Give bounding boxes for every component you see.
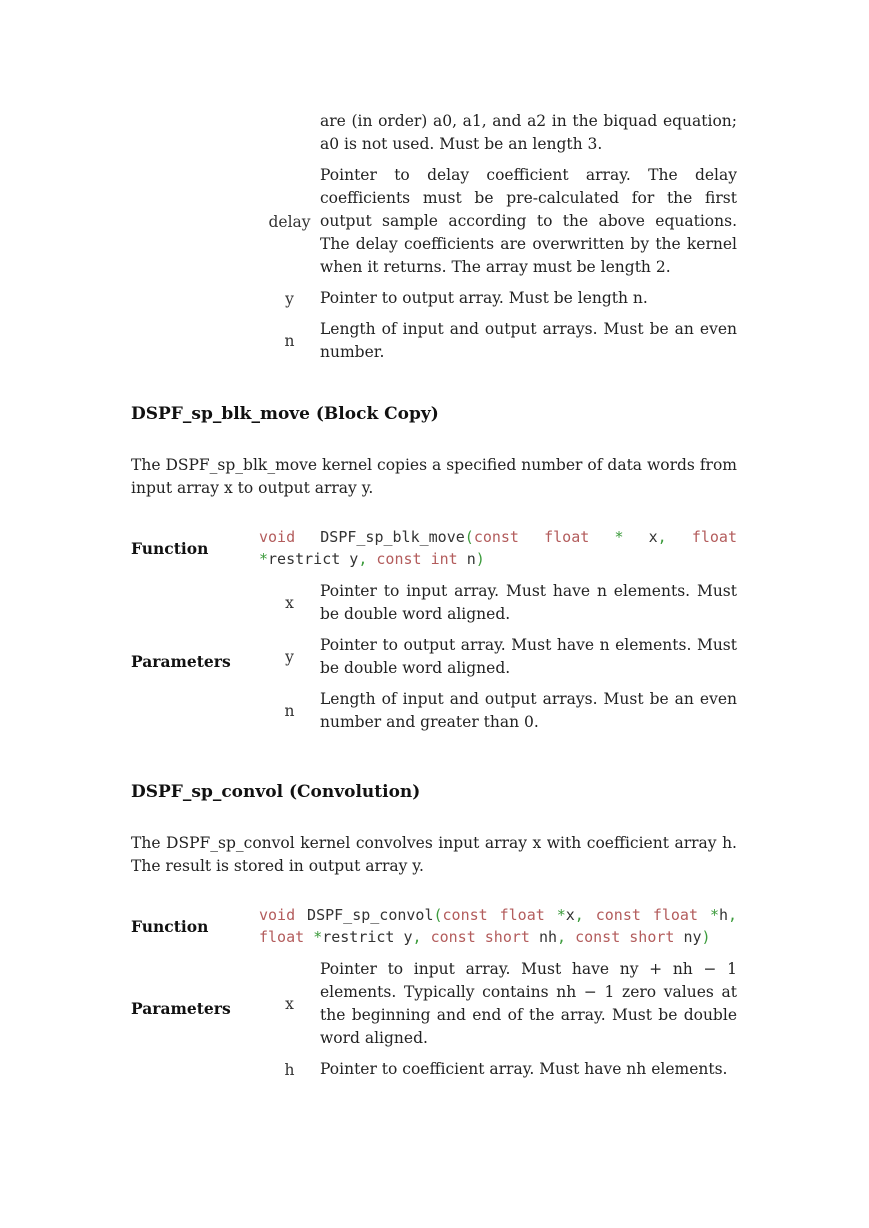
param-name: h (284, 1060, 295, 1079)
param-row (259, 1058, 737, 1081)
signature-token: x (623, 528, 658, 546)
signature-token (545, 906, 557, 924)
param-row (259, 688, 737, 734)
param-description: Pointer to coefficient array. Must have nh elements. (320, 1060, 728, 1078)
signature-punctuation: * (709, 906, 719, 924)
param-description: Length of input and output arrays. Must be an even number and greater than 0. (320, 690, 737, 731)
param-name: n (284, 702, 295, 720)
param-row (131, 287, 737, 310)
parameter-list (259, 1058, 737, 1089)
parameter-list (259, 580, 737, 742)
signature-token (566, 928, 575, 946)
signature-token: ny (674, 928, 702, 946)
section-intro: The DSPF_sp_convol kernel convolves input array x with coefficient array h. The result is stored in output array y. (131, 834, 737, 875)
section-heading: DSPF_sp_blk_move (Block Copy) (131, 404, 439, 424)
param-name: y (285, 289, 294, 308)
param-row (131, 318, 737, 364)
parameters-table (131, 958, 737, 1058)
function-row (131, 904, 737, 948)
signature-punctuation: , (557, 928, 567, 946)
function-signature (259, 526, 737, 570)
signature-punctuation: , (728, 906, 738, 924)
signature-keyword: const short (430, 928, 530, 946)
signature-token: restrict y (268, 550, 359, 568)
parameter-list (259, 958, 737, 1058)
parameters-label: Parameters (131, 998, 231, 1018)
signature-punctuation: , (358, 550, 368, 568)
section-intro: The DSPF_sp_blk_move kernel copies a specified number of data words from input array x to output array y. (131, 456, 737, 497)
signature-keyword: const short (575, 928, 675, 946)
signature-token: restrict y (322, 928, 413, 946)
param-description: Pointer to delay coefficient array. The delay coefficients must be pre-calculated for the first output sample according to the above equations. The delay coefficients are overwritten by the kernel when it returns. The array must be length 2. (320, 166, 737, 276)
param-name: delay (268, 212, 311, 231)
signature-keyword: const float (473, 528, 590, 546)
signature-punctuation: , (657, 528, 667, 546)
signature-keyword: const int (376, 550, 458, 568)
param-description: Pointer to output array. Must have n elements. Must be double word aligned. (320, 636, 737, 677)
signature-keyword: void (259, 528, 296, 546)
signature-punctuation: , (574, 906, 584, 924)
param-row (259, 580, 737, 626)
function-row (131, 526, 737, 570)
signature-token: nh (529, 928, 558, 946)
signature-token: x (565, 906, 575, 924)
parameters-table-continued (131, 1058, 737, 1089)
signature-punctuation: * (259, 550, 269, 568)
param-row (131, 164, 737, 279)
signature-punctuation: * (556, 906, 566, 924)
parameters-table (131, 580, 737, 742)
signature-punctuation: ( (433, 906, 443, 924)
param-name: n (284, 332, 295, 350)
signature-token: h (718, 906, 728, 924)
param-name: x (285, 594, 294, 612)
signature-token (304, 928, 313, 946)
param-description: Pointer to output array. Must be length n. (320, 289, 648, 307)
param-description: Pointer to input array. Must have n elements. Must be double word aligned. (320, 582, 737, 623)
section-heading: DSPF_sp_convol (Convolution) (131, 782, 421, 802)
signature-keyword: float (259, 928, 305, 946)
signature-keyword: const float (442, 906, 545, 924)
param-name: y (285, 648, 294, 666)
signature-token (584, 906, 596, 924)
continued-parameter-list (131, 110, 737, 364)
function-label: Function (131, 538, 209, 558)
param-row (131, 110, 737, 156)
signature-keyword: void (259, 906, 296, 924)
signature-punctuation: , (412, 928, 422, 946)
param-name: x (285, 995, 294, 1013)
param-description: are (in order) a0, a1, and a2 in the biquad equation; a0 is not used. Must be an length 3. (320, 112, 737, 153)
function-label: Function (131, 916, 209, 936)
section-convol (131, 782, 737, 1089)
param-description: Length of input and output arrays. Must be an even number. (320, 320, 737, 361)
function-signature (259, 904, 737, 948)
signature-token (422, 928, 431, 946)
signature-keyword: const float (595, 906, 698, 924)
document-page (131, 110, 737, 1089)
signature-token: DSPF_sp_convol (295, 906, 434, 924)
signature-punctuation: ) (475, 550, 485, 568)
signature-punctuation: * (313, 928, 323, 946)
signature-punctuation: * (614, 528, 624, 546)
signature-token (589, 528, 614, 546)
signature-token: n (457, 550, 476, 568)
signature-keyword: float (691, 528, 737, 546)
param-row (259, 634, 737, 680)
signature-token: DSPF_sp_blk_move (295, 528, 465, 546)
parameters-label: Parameters (131, 651, 231, 671)
signature-punctuation: ) (701, 928, 711, 946)
signature-punctuation: ( (464, 528, 474, 546)
signature-token (698, 906, 710, 924)
signature-token (667, 528, 692, 546)
param-row (259, 958, 737, 1050)
param-description: Pointer to input array. Must have ny + nh − 1 elements. Typically contains nh − 1 zero values at the beginning and end of the array. Must be double word aligned. (320, 960, 737, 1047)
section-blk-move (131, 404, 737, 742)
